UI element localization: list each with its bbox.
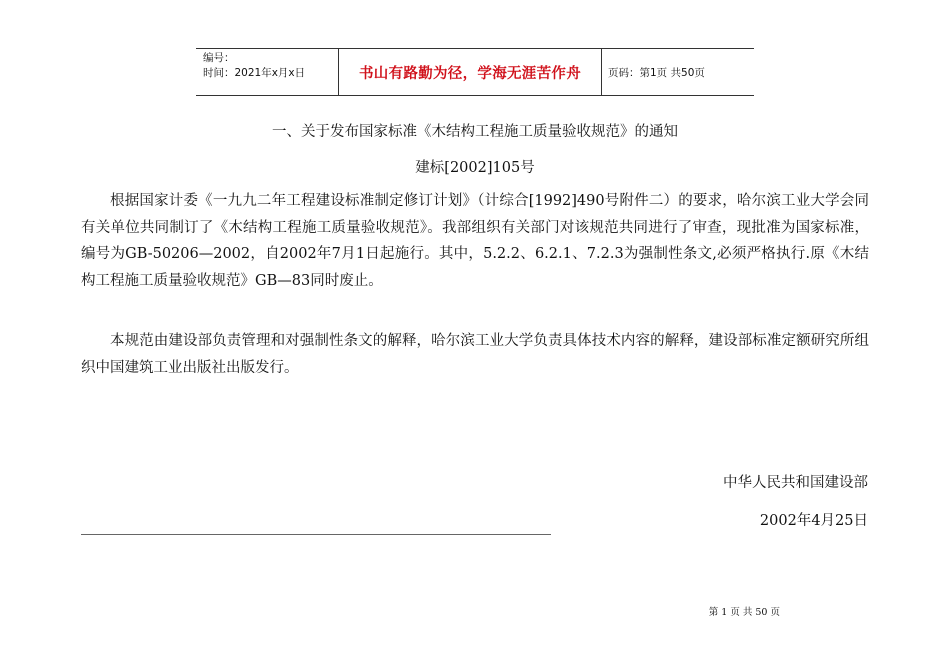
document-title: 一、关于发布国家标准《木结构工程施工质量验收规范》的通知 bbox=[272, 124, 678, 140]
header-number-label: 编号： bbox=[203, 52, 235, 64]
footer-page-number: 第 1 页 共 50 页 bbox=[708, 607, 780, 618]
footer-divider bbox=[81, 534, 551, 535]
page-header bbox=[196, 48, 754, 96]
signature-date: 2002年4月25日 bbox=[759, 513, 868, 529]
header-motto: 书山有路勤为径，学海无涯苦作舟 bbox=[339, 49, 602, 95]
body-paragraph: 根据国家计委《一九九二年工程建设标准制定修订计划》（计综合[1992]490号附件二）的要求，哈尔滨工业大学会同有关单位共同制订了《木结构工程施工质量验收规范》。我部组织有关部门对该规范共同进行了审查，现批准为国家标准，编号为GB-50206—2002，自2002年7月1日起施行。其中，5.2.2、6.2.1、7.2.3为强制性条文,必须严格执行.原《木结构工程施工质量验收规范》GB—83同时废止。 bbox=[81, 193, 869, 289]
header-time-label: 时间：2021年x月x日 bbox=[203, 67, 306, 79]
document-number: 建标[2002]105号 bbox=[415, 160, 535, 176]
header-page-info: 页码：第1页 共50页 bbox=[608, 66, 705, 79]
body-paragraph: 本规范由建设部负责管理和对强制性条文的解释，哈尔滨工业大学负责具体技术内容的解释，建设部标准定额研究所组织中国建筑工业出版社出版发行。 bbox=[81, 333, 869, 376]
header-meta-cell bbox=[196, 49, 339, 95]
signature-organization: 中华人民共和国建设部 bbox=[723, 475, 868, 491]
